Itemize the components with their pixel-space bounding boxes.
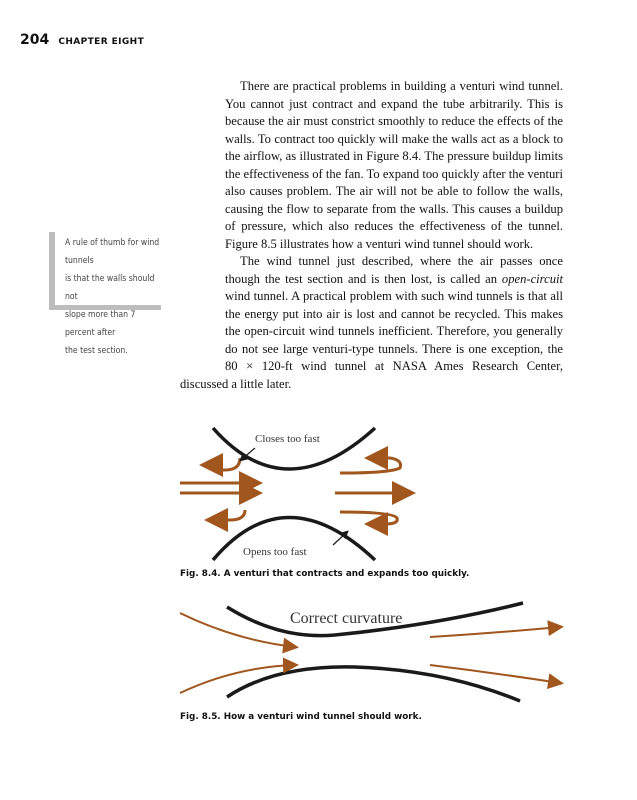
paragraph-2-emphasis: open-circuit [501, 271, 563, 286]
paragraph-2 [180, 253, 563, 393]
lower-wall [227, 667, 520, 701]
running-header [20, 29, 144, 48]
margin-note-line: the test section. [65, 346, 128, 356]
paragraph-1: There are practical problems in building a venturi wind tunnel. You cannot just contract and expand the tube arbitrarily. This is because the air must constrict smoothly to reduce the effects of the walls. To contract too quickly will make the walls act as a block to the airflow, as illustrated in Figure 8.4. The pressure buildup limits the effectiveness of the fan. To expand too quickly after the venturi also causes problem. The air will not be able to follow the walls, causing the flow to separate from the walls. This causes a buildup of pressure, which also reduces the effectiveness of the tunnel. Figure 8.5 illustrates how a venturi wind tunnel should work. [225, 79, 563, 251]
sidebar-spacer [180, 201, 225, 359]
margin-note-line: is that the walls should not [65, 274, 155, 302]
page-number: 204 [20, 32, 50, 48]
recirculation-arrow [340, 458, 401, 473]
figure-8-5-caption: Fig. 8.5. How a venturi wind tunnel should work. [180, 712, 422, 722]
margin-note-line: A rule of thumb for wind tunnels [65, 238, 160, 266]
figure-8-5 [175, 595, 575, 705]
flow-arrow [430, 627, 560, 637]
margin-note [49, 232, 161, 356]
paragraph-2-start: The wind tunnel just described, where the air passes once though the test section and is then lost, is called an [225, 254, 563, 286]
recirculation-arrow [340, 512, 397, 524]
label-closes-too-fast: Closes too fast [255, 433, 320, 445]
recirculation-arrow [210, 510, 245, 520]
paragraph-2-end: wind tunnel. A practical problem with such wind tunnels is that all the energy put into air is lost and cannot be recycled. This makes the open-circuit wind tunnels inefficient. Therefore, you generally do not see large venturi-type tunnels. There is one exception, the 80 × 120-ft wind tunnel at NASA Ames Research Center, discussed a little later. [180, 289, 563, 391]
body-text [180, 78, 563, 393]
label-opens-too-fast: Opens too fast [243, 546, 307, 558]
chapter-title: CHAPTER EIGHT [58, 37, 145, 47]
margin-note-line: slope more than 7 percent after [65, 310, 136, 338]
recirculation-arrow [205, 458, 240, 470]
figure-8-4-caption: Fig. 8.4. A venturi that contracts and expands too quickly. [180, 569, 470, 579]
label-correct-curvature: Correct curvature [290, 610, 403, 627]
figure-8-4 [175, 420, 425, 565]
